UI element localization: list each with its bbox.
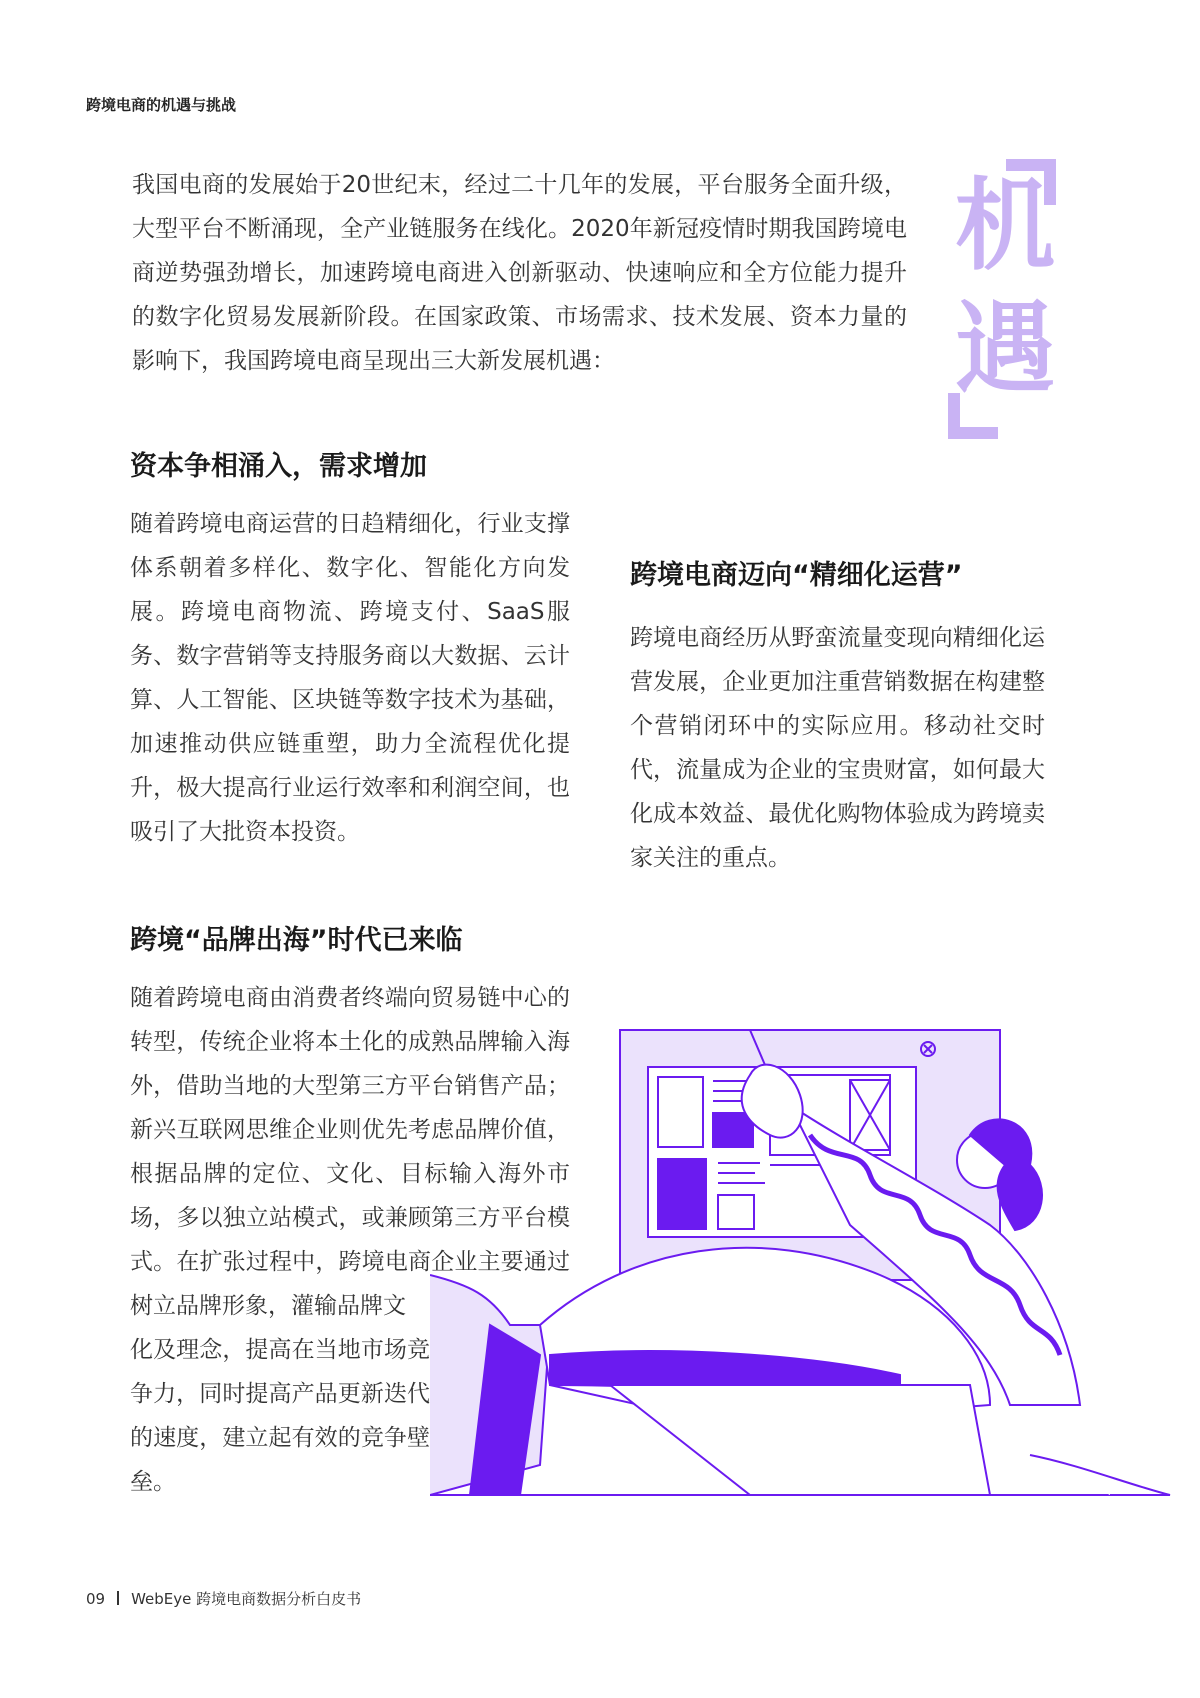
purple-block-1 — [713, 1113, 753, 1147]
purple-block-2 — [658, 1159, 706, 1229]
side-title — [940, 155, 1070, 455]
section-3-body-b: 化及理念，提高在当地市场竞争力，同时提高产品更新迭代的速度，建立起有效的竞争壁垒。 — [130, 1337, 430, 1495]
section-2-title: 跨境电商迈向“精细化运营” — [630, 560, 963, 591]
section-3-title: 跨境“品牌出海”时代已来临 — [130, 925, 463, 956]
section-1-body: 随着跨境电商运营的日趋精细化，行业支撑体系朝着多样化、数字化、智能化方向发展。跨境电商物流、跨境支付、SaaS服务、数字营销等支持服务商以大数据、云计算、人工智能、区块链等数字技术为基础，加速推动供应链重塑，助力全流程优化提升，极大提高行业运行效率和利润空间，也吸引了大批资本投资。 — [130, 511, 570, 845]
footer-separator — [117, 1591, 119, 1605]
page-number: 09 — [86, 1590, 106, 1608]
side-title-char-1: 机 — [955, 167, 1055, 284]
side-title-char-2: 遇 — [955, 290, 1055, 407]
section-3-body-a: 随着跨境电商由消费者终端向贸易链中心的转型，传统企业将本土化的成熟品牌输入海外，借助当地的大型第三方平台销售产品；新兴互联网思维企业则优先考虑品牌价值，根据品牌的定位、文化、目标输入海外市场，多以独立站模式，或兼顾第三方平台模式。在扩张过程中，跨境电商企业主要通过树立品牌形象，灌输品牌文 — [130, 985, 570, 1319]
section-1-title: 资本争相涌入，需求增加 — [130, 451, 427, 482]
section-2-body: 跨境电商经历从野蛮流量变现向精细化运营发展，企业更加注重营销数据在构建整个营销闭环中的实际应用。移动社交时代，流量成为企业的宝贵财富，如何最大化成本效益、最优化购物体验成为跨境卖家关注的重点。 — [630, 625, 1045, 871]
illustration — [430, 1025, 1200, 1545]
footer — [86, 1588, 361, 1609]
intro-paragraph: 我国电商的发展始于20世纪末，经过二十几年的发展，平台服务全面升级，大型平台不断涌现，全产业链服务在线化。2020年新冠疫情时期我国跨境电商逆势强劲增长，加速跨境电商进入创新驱动、快速响应和全方位能力提升的数字化贸易发展新阶段。在国家政策、市场需求、技术发展、资本力量的影响下，我国跨境电商呈现出三大新发展机遇： — [132, 172, 907, 374]
header-title: 跨境电商的机遇与挑战 — [86, 96, 237, 114]
footer-text: WebEye 跨境电商数据分析白皮书 — [131, 1590, 362, 1608]
